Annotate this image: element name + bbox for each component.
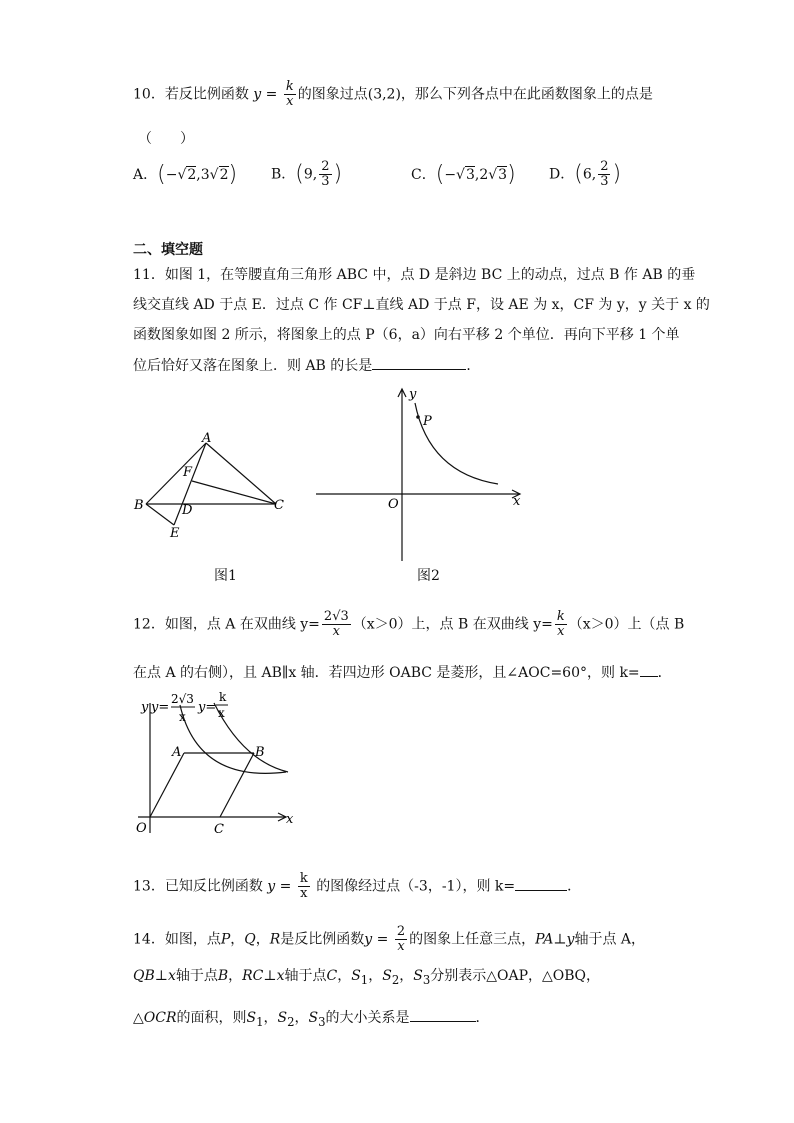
q12-line2: 在点 A 的右侧），且 AB∥x 轴．若四边形 OABC 是菱形，且∠AOC=60°，则 k= ． xyxy=(133,662,672,683)
label-e: E xyxy=(170,526,180,541)
label-x: x xyxy=(513,494,521,509)
label-x: x xyxy=(286,812,294,827)
figure-2-caption: 图2 xyxy=(417,568,440,584)
q11-line4: 位后恰好又落在图象上．则 AB 的长是 ． xyxy=(133,355,480,376)
figure-2-graph xyxy=(312,383,527,563)
label-curve2-num: k xyxy=(219,690,227,704)
q11-answer-blank[interactable] xyxy=(372,355,466,370)
q10-option-c[interactable]: C．(−√3,2√3) xyxy=(411,162,516,187)
label-p: P xyxy=(423,414,432,429)
label-curve1: y= xyxy=(151,700,170,715)
label-curve2: y= xyxy=(198,700,217,715)
q10-option-b[interactable]: B．(9, $\frac{2}{3}$ ) xyxy=(271,159,343,189)
figure-1-triangle xyxy=(126,425,296,550)
q12-line1: 12．如图，点 A 在双曲线 y= $\frac{2√3}{x}$ （x＞0）上，点 B 在双曲线 y= $\frac{k}{x}$ （x＞0）上（点 B xyxy=(133,609,685,639)
label-y: y xyxy=(141,700,149,715)
curve-2root3-over-x xyxy=(180,705,286,773)
label-c: C xyxy=(214,822,224,837)
curve-k-over-x xyxy=(214,703,288,772)
point-p xyxy=(416,415,420,419)
q11-line3: 函数图象如图 2 所示，将图象上的点 P（6，a）向右平移 2 个单位．再向下平移 1 个单 xyxy=(133,327,680,343)
q14-line2: QB⊥x轴于点B，RC⊥x轴于点C，$S_1$，$S_2$，$S_3$分别表示△OAP，△OBQ， xyxy=(133,968,601,987)
segment-be xyxy=(146,504,174,525)
figure-1-caption: 图1 xyxy=(214,568,237,584)
label-curve1-den: x xyxy=(179,710,186,724)
segment-oa xyxy=(150,753,184,817)
label-a: A xyxy=(172,745,182,760)
q14-answer-blank[interactable] xyxy=(410,1007,476,1022)
label-d: D xyxy=(182,503,193,518)
q14-line1: 14．如图，点P，Q，R是反比例函数y = $\frac{2}{x}$ 的图象上任意三点，PA⊥y轴于点 A， xyxy=(133,924,646,954)
q10-stem: 10．若反比例函数 y = $\frac{k}{x}$ 的图象过点(3,2)，那么下列各点中在此函数图象上的点是 xyxy=(133,79,653,109)
q10-fraction: $\frac{k}{x}$ xyxy=(285,79,294,109)
label-f: F xyxy=(183,465,193,480)
q10-number: 10． xyxy=(133,86,165,103)
label-o: O xyxy=(136,821,147,836)
label-b: B xyxy=(134,498,144,513)
label-o: O xyxy=(388,497,399,512)
q14-line3: △OCR的面积，则$S_1$，$S_2$，$S_3$的大小关系是 ． xyxy=(133,1007,490,1032)
segment-bc xyxy=(220,753,254,817)
label-curve1-num: 2√3 xyxy=(171,692,194,706)
q11-line1: 11．如图 1，在等腰直角三角形 ABC 中，点 D 是斜边 BC 上的动点，过点 B 作 AB 的垂 xyxy=(133,267,696,283)
figure-q12-rhombus xyxy=(128,683,303,838)
q10-option-a[interactable]: A．(−√2,3√2) xyxy=(133,162,238,187)
segment-ba xyxy=(146,443,206,504)
q10-answer-paren: （ ） xyxy=(138,131,194,147)
q11-line2: 线交直线 AD 于点 E．过点 C 作 CF⊥直线 AD 于点 F，设 AE 为 x，CF 为 y，y 关于 x 的 xyxy=(133,297,710,313)
q10-option-d[interactable]: D．(6, $\frac{2}{3}$ ) xyxy=(549,159,622,189)
label-y: y xyxy=(409,387,417,402)
section-title: 二、填空题 xyxy=(133,242,203,258)
label-c: C xyxy=(274,498,284,513)
q13-line: 13．已知反比例函数 y = $\frac{k}{x}$ 的图像经过点（-3，-1），则 k= ． xyxy=(133,871,582,901)
label-a: A xyxy=(202,431,212,446)
q12-answer-blank[interactable] xyxy=(640,662,658,677)
q13-answer-blank[interactable] xyxy=(515,876,567,891)
label-curve2-den: x xyxy=(218,706,225,720)
label-b: B xyxy=(255,745,265,760)
